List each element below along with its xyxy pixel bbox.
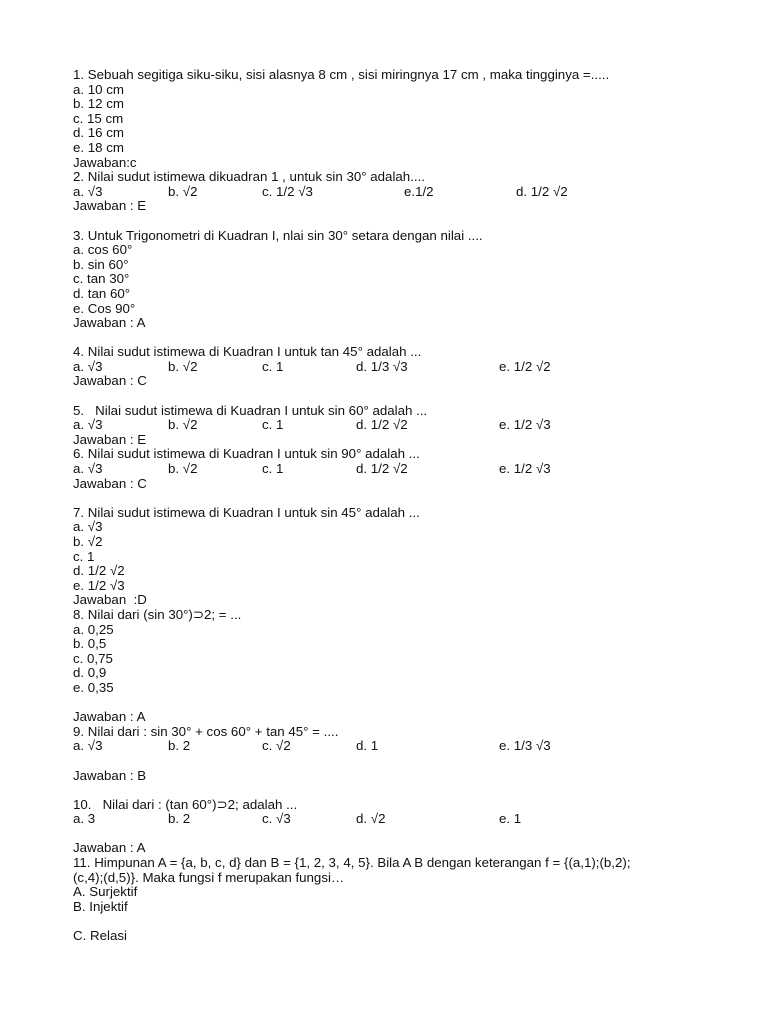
q5-options [73, 418, 713, 433]
q5-question: 5. Nilai sudut istimewa di Kuadran I untuk sin 60° adalah ... [73, 402, 428, 418]
q9-option-a: a. √3 [73, 738, 103, 754]
q4-option-d: d. 1/3 √3 [356, 358, 408, 374]
q3-answer: Jawaban : A [73, 315, 146, 331]
q6-option-c: c. 1 [262, 461, 284, 477]
q8-answer: Jawaban : A [73, 709, 146, 725]
q2-option-d: d. 1/2 √2 [516, 183, 568, 199]
q6-question: 6. Nilai sudut istimewa di Kuadran I untuk sin 90° adalah ... [73, 446, 420, 462]
q4-option-c: c. 1 [262, 358, 284, 374]
q1-option-a: a. 10 cm [73, 81, 124, 97]
q7-question: 7. Nilai sudut istimewa di Kuadran I untuk sin 45° adalah ... [73, 504, 420, 520]
q7-option-b: b. √2 [73, 534, 103, 549]
q9-option-e: e. 1/3 √3 [499, 738, 551, 754]
q11-question-line1: 11. Himpunan A = {a, b, c, d} dan B = {1, 2, 3, 4, 5}. Bila A B dengan keterangan f = {(a,1);(b,2); [73, 855, 631, 871]
q3-option-b: b. sin 60° [73, 256, 129, 272]
q10-answer: Jawaban : A [73, 840, 146, 856]
q6-option-b: b. √2 [168, 461, 198, 477]
q8-option-e: e. 0,35 [73, 679, 114, 695]
q2-option-b: b. √2 [168, 183, 198, 199]
q8-question: 8. Nilai dari (sin 30°)⊃2; = ... [73, 606, 242, 622]
q7-option-d: d. 1/2 √2 [73, 563, 125, 579]
q10-option-e: e. 1 [499, 811, 522, 827]
q2-option-e: e.1/2 [404, 183, 434, 199]
q10-option-a: a. 3 [73, 811, 96, 827]
q1-question: 1. Sebuah segitiga siku-siku, sisi alasnya 8 cm , sisi miringnya 17 cm , maka tingginya =..... [73, 67, 610, 82]
q8-option-b: b. 0,5 [73, 636, 107, 652]
q6-option-a: a. √3 [73, 461, 103, 477]
q10-option-d: d. √2 [356, 811, 386, 827]
q8-option-a: a. 0,25 [73, 621, 114, 637]
q3-option-a: a. cos 60° [73, 242, 133, 258]
q11-option-a: A. Surjektif [73, 884, 138, 900]
q8-option-c: c. 0,75 [73, 650, 113, 666]
q5-option-d: d. 1/2 √2 [356, 417, 408, 433]
q5-option-b: b. √2 [168, 417, 198, 433]
q4-option-b: b. √2 [168, 358, 198, 374]
q9-option-d: d. 1 [356, 738, 379, 754]
q5-answer: Jawaban : E [73, 431, 147, 447]
q11-option-c: C. Relasi [73, 928, 127, 944]
q7-option-e: e. 1/2 √3 [73, 577, 125, 593]
q5-option-c: c. 1 [262, 417, 284, 433]
q4-question: 4. Nilai sudut istimewa di Kuadran I untuk tan 45° adalah ... [73, 344, 422, 360]
q9-answer: Jawaban : B [73, 767, 147, 783]
q4-answer: Jawaban : C [73, 373, 147, 389]
q9-question: 9. Nilai dari : sin 30° + cos 60° + tan 45° = .... [73, 723, 339, 739]
q1-option-b: b. 12 cm [73, 96, 124, 112]
q5-option-e: e. 1/2 √3 [499, 417, 551, 433]
q2-options [73, 185, 713, 200]
q7-option-a: a. √3 [73, 519, 103, 535]
q1-answer: Jawaban:c [73, 154, 137, 170]
worksheet [73, 68, 713, 944]
q2-option-c: c. 1/2 √3 [262, 183, 313, 199]
q6-option-d: d. 1/2 √2 [356, 461, 408, 477]
q1-option-d: d. 16 cm [73, 125, 124, 141]
q3-question: 3. Untuk Trigonometri di Kuadran I, nlai sin 30° setara dengan nilai .... [73, 227, 483, 243]
q11-question-line2: (c,4);(d,5)}. Maka fungsi f merupakan fungsi… [73, 869, 345, 885]
q7-answer: Jawaban :D [73, 592, 147, 608]
q3-option-c: c. tan 30° [73, 271, 130, 287]
q10-question: 10. Nilai dari : (tan 60°)⊃2; adalah ... [73, 796, 298, 812]
q4-options [73, 360, 713, 375]
q1-option-e: e. 18 cm [73, 139, 124, 155]
q2-answer: Jawaban : E [73, 198, 147, 214]
q3-option-d: d. tan 60° [73, 285, 131, 301]
q11-option-b: B. Injektif [73, 898, 128, 914]
q6-answer: Jawaban : C [73, 475, 147, 491]
q2-question: 2. Nilai sudut istimewa dikuadran 1 , untuk sin 30° adalah.... [73, 169, 425, 185]
q10-option-c: c. √3 [262, 811, 291, 827]
q2-option-a: a. √3 [73, 183, 103, 199]
q4-option-a: a. √3 [73, 358, 103, 374]
q9-option-b: b. 2 [168, 738, 191, 754]
q9-options [73, 739, 713, 754]
q4-option-e: e. 1/2 √2 [499, 358, 551, 374]
q1-option-c: c. 15 cm [73, 110, 124, 126]
q3-option-e: e. Cos 90° [73, 300, 136, 316]
q7-option-c: c. 1 [73, 548, 95, 564]
q6-options [73, 462, 713, 477]
q8-option-d: d. 0,9 [73, 665, 107, 681]
q10-options [73, 812, 713, 827]
q10-option-b: b. 2 [168, 811, 191, 827]
q5-option-a: a. √3 [73, 417, 103, 433]
q9-option-c: c. √2 [262, 738, 291, 754]
q6-option-e: e. 1/2 √3 [499, 461, 551, 477]
